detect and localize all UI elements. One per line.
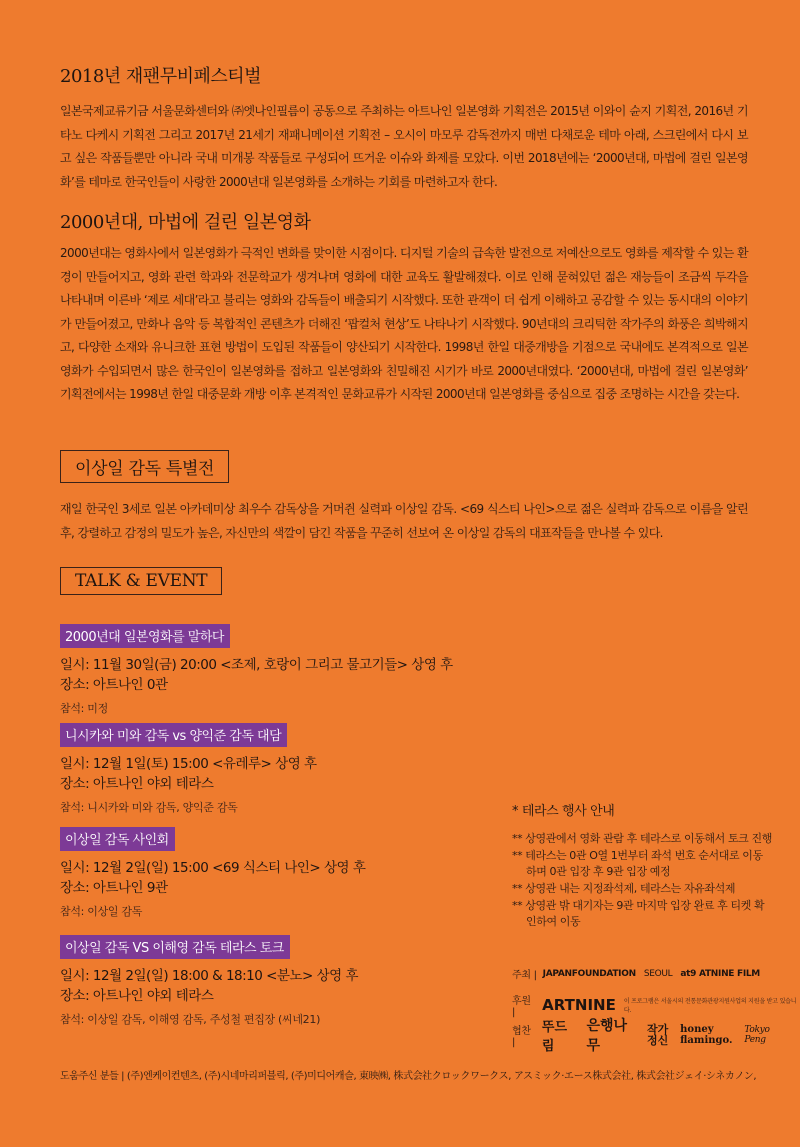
eunhaengnamu-logo: 은행나무 bbox=[586, 1018, 628, 1054]
event-where: 장소: 아트나인 야외 테라스 bbox=[60, 776, 214, 792]
event-1 bbox=[60, 624, 490, 716]
sponsor-host-row bbox=[512, 966, 768, 981]
dudream-logo: 뚜드림 bbox=[541, 1020, 568, 1054]
footer-credits: 도움주신 분들 | (주)엔케이컨텐츠, (주)시네마리퍼블릭, (주)미디어캐슬, 東映㈱, 株式会社クロックワークス, アスミック·エース株式会社, 株式会社ジェイ·シネカノン, bbox=[60, 1071, 757, 1082]
japanfoundation-logo: JAPANFOUNDATION bbox=[542, 968, 636, 979]
terrace-title: * 테라스 행사 안내 bbox=[512, 804, 615, 819]
terrace-item: ** 테라스는 0관 O열 1번부터 좌석 번호 순서대로 이동하며 0관 입장 후 9관 입장 예정 bbox=[512, 849, 763, 878]
sponsor-coop-row bbox=[512, 1015, 800, 1055]
event-guest: 참석: 이상일 감독 bbox=[60, 905, 143, 918]
event-when: 일시: 12월 2일(일) 15:00 <69 식스티 나인> 상영 후 bbox=[60, 860, 366, 876]
section3-body: 재일 한국인 3세로 일본 아카데미상 최우수 감독상을 거머쥔 실력파 이상일 감독. <69 식스티 나인>으로 젊은 실력파 감독으로 이름을 알린 후, 강렬하고 감정의 밀도가 높은, 자신만의 색깔이 담긴 작품을 꾸준히 선보여 온 이상일 감독의 대표작들을 만나볼 수 있다. bbox=[60, 502, 748, 540]
section1-body: 일본국제교류기금 서울문화센터와 ㈜엣나인필름이 공동으로 주최하는 아트나인 일본영화 기획전은 2015년 이와이 슌지 기획전, 2016년 기타노 다케시 기획전 그리고 2017년 21세기 재패니메이션 기획전 – 오시이 마모루 감독전까지 매번 다채로운 테마 아래, 스크린에서 다시 보고 싶은 작품들뿐만 아니라 국내 미개봉 작품들로 구성되어 뜨거운 이슈와 화제를 모았다. 이번 2018년에는 ‘2000년대, 마법에 걸린 일본영화’를 테마로 한국인들이 사랑한 2000년대 일본영화를 소개하는 기회를 마련하고자 한다. bbox=[60, 104, 748, 189]
jakgajeongsin-logo: 작가정신 bbox=[646, 1023, 669, 1047]
event-where: 장소: 아트나인 야외 테라스 bbox=[60, 988, 214, 1004]
event-4 bbox=[60, 935, 490, 1027]
event-guest: 참석: 니시카와 미와 감독, 양익준 감독 bbox=[60, 801, 238, 814]
section3-title: 이상일 감독 특별전 bbox=[60, 450, 229, 483]
event-when: 일시: 12월 2일(일) 18:00 & 18:10 <분노> 상영 후 bbox=[60, 968, 359, 984]
event-2 bbox=[60, 723, 490, 815]
host-label: 주최 | bbox=[512, 970, 537, 981]
event-3 bbox=[60, 827, 490, 919]
section1-title: 2018년 재팬무비페스티벌 bbox=[60, 66, 262, 87]
artnine-logo: ARTNINE bbox=[542, 996, 616, 1014]
event-tag: 2000년대 일본영화를 말하다 bbox=[60, 624, 230, 648]
event-where: 장소: 아트나인 9관 bbox=[60, 880, 168, 896]
honey-flamingo-logo: honey flamingo. bbox=[680, 1024, 733, 1046]
section2-title: 2000년대, 마법에 걸린 일본영화 bbox=[60, 212, 311, 233]
talk-event-title: TALK & EVENT bbox=[60, 567, 222, 595]
event-tag: 이상일 감독 VS 이해영 감독 테라스 토크 bbox=[60, 935, 290, 959]
atnine-film-logo: at9 ATNINE FILM bbox=[680, 968, 760, 979]
section2-body: 2000년대는 영화사에서 일본영화가 극적인 변화를 맞이한 시점이다. 디지털 기술의 급속한 발전으로 저예산으로도 영화를 제작할 수 있는 환경이 만들어지고, 영화 관련 학과와 전문학교가 생겨나며 영화에 대한 교육도 활발해졌다. 이로 인해 묻혀있던 젊은 재능들이 조금씩 두각을 나타내며 이른바 ‘제로 세대’라고 불리는 영화와 감독들이 배출되기 시작했다. 또한 관객이 더 쉽게 이해하고 공감할 수 있는 동시대의 이야기가 만들어졌고, 만화나 음악 등 복합적인 콘텐츠가 더해진 ‘팝컬처 현상’도 나타나기 시작했다. 90년대의 크리틱한 작가주의 화풍은 희박해지고, 다양한 소재와 유니크한 표현 방법이 도입된 작품들이 양산되기 시작한다. 1998년 한일 대중개방을 기점으로 국내에도 본격적으로 일본영화가 수입되면서 많은 한국인이 일본영화를 접하고 일본영화와 친밀해진 시기가 바로 2000년대였다. ‘2000년대, 마법에 걸린 일본영화’ 기획전에서는 1998년 한일 대중문화 개방 이후 본격적인 문화교류가 시작된 2000년대 일본영화를 중심으로 집중 조명하는 시간을 갖는다. bbox=[60, 246, 748, 401]
event-guest: 참석: 미정 bbox=[60, 702, 108, 715]
event-tag: 이상일 감독 사인회 bbox=[60, 827, 175, 851]
support-label: 후원 | bbox=[512, 996, 531, 1018]
event-where: 장소: 아트나인 0관 bbox=[60, 677, 168, 693]
seoul-logo: SEOUL bbox=[643, 968, 673, 979]
tokyo-peng-logo: Tokyo Peng bbox=[744, 1025, 770, 1045]
terrace-info bbox=[512, 800, 772, 931]
coop-label: 협찬 | bbox=[512, 1026, 531, 1048]
event-when: 일시: 11월 30일(금) 20:00 <조제, 호랑이 그리고 물고기들> 상영 후 bbox=[60, 657, 453, 673]
terrace-item: ** 상영관 밖 대기자는 9관 마지막 입장 완료 후 티켓 확인하여 이동 bbox=[512, 899, 765, 928]
terrace-item: ** 상영관 내는 지정좌석제, 테라스는 자유좌석제 bbox=[512, 882, 736, 895]
event-when: 일시: 12월 1일(토) 15:00 <유레루> 상영 후 bbox=[60, 756, 317, 772]
event-tag: 니시카와 미와 감독 vs 양익준 감독 대담 bbox=[60, 723, 287, 747]
support-note: 이 프로그램은 서울시의 전통문화관광지원사업의 지원을 받고 있습니다. bbox=[623, 998, 797, 1014]
terrace-item: ** 상영관에서 영화 관람 후 테라스로 이동해서 토크 진행 bbox=[512, 832, 772, 845]
event-guest: 참석: 이상일 감독, 이해영 감독, 주성철 편집장 (씨네21) bbox=[60, 1013, 321, 1026]
